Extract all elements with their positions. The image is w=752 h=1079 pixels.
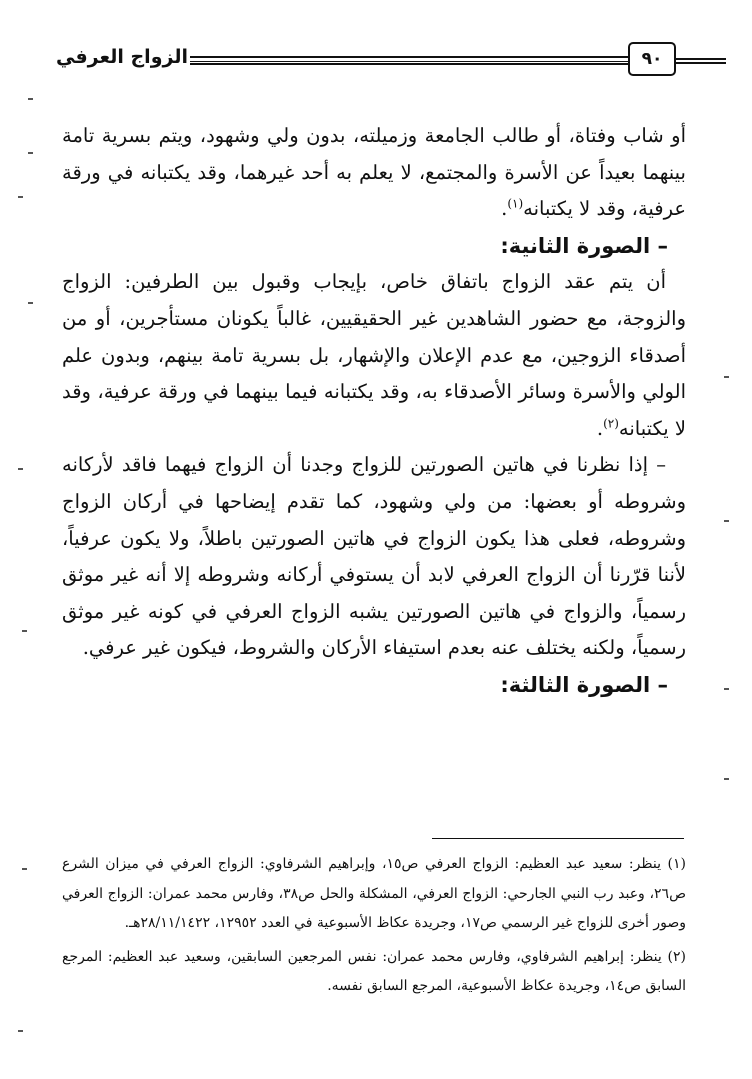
- footnote-1: (١) ينظر: سعيد عبد العظيم: الزواج العرفي ص١٥، وإبراهيم الشرفاوي: الزواج العرفي في ميزان الشرع ص٢٦، وعبد رب النبي الجارحي: الزواج العرفي، المشكلة والحل ص٣٨، وفارس محمد عمران: الزواج العرفي وصور أخرى للزواج غير الرسمي ص١٧، وجريدة عكاظ الأسبوعية في العدد ١٢٩٥٢، ٢٨/١١/١٤٢٢هـ.: [62, 856, 686, 931]
- margin-mark: [724, 520, 729, 522]
- footnotes: [62, 850, 686, 1006]
- margin-mark: [28, 152, 33, 154]
- footnote-ref-2[interactable]: (٢): [603, 416, 619, 431]
- running-title: الزواج العرفي: [56, 46, 188, 68]
- main-text: [62, 118, 686, 704]
- header-rule: [190, 56, 630, 65]
- margin-mark: [22, 630, 27, 632]
- paragraph-3: – إذا نظرنا في هاتين الصورتين للزواج وجدنا أن الزواج فيهما فاقد لأركانه وشروطه أو بعضها: من ولي وشهود، كما تقدم إيضاحها في أركان الزواج وشروطه، فعلى هذا يكون الزواج في هاتين الصورتين باطلاً، ولا يكون عرفياً، لأننا قرّرنا أن الزواج العرفي لابد أن يستوفي أركانه وشروطه إلا أنه غير موثق رسمياً، والزواج في هاتين الصورتين يشبه الزواج العرفي في كونه غير موثق رسمياً، ولكنه يختلف عنه بعدم استيفاء الأركان والشروط، فيكون غير عرفي.: [62, 453, 686, 660]
- paragraph-1-text: أو شاب وفتاة، أو طالب الجامعة وزميلته، بدون ولي وشهود، ويتم بسرية تامة بينهما بعيداً عن الأسرة والمجتمع، لا يعلم به أحد غيرهما، وقد يكتبانه في ورقة عرفية، وقد لا يكتبانه: [62, 124, 686, 221]
- margin-mark: [18, 468, 23, 470]
- footnote-ref-1[interactable]: (١): [507, 196, 524, 211]
- margin-mark: [18, 1030, 23, 1032]
- paragraph-1-end: .: [501, 197, 508, 221]
- page-header: [40, 42, 690, 82]
- section-heading-2: – الصورة الثانية:: [500, 233, 668, 258]
- paragraph-1: [62, 118, 686, 228]
- margin-mark: [724, 376, 729, 378]
- paragraph-2-end: .: [596, 416, 604, 440]
- paragraph-2: [62, 264, 686, 447]
- margin-mark: [18, 196, 23, 198]
- section-heading-3: – الصورة الثالثة:: [500, 672, 668, 697]
- header-rule-tail: [676, 58, 726, 64]
- paragraph-2-text: أن يتم عقد الزواج باتفاق خاص، بإيجاب وقبول بين الطرفين: الزواج والزوجة، مع حضور الشاهدين غير الحقيقيين، غالباً يكونان مستأجرين، أو من أصدقاء الزوجين، مع عدم الإعلان والإشهار، بل بسرية تامة بينهم، وبدون علم الولي والأسرة وسائر الأصدقاء به، وقد يكتبانه فيما بينهما في ورقة عرفية، وقد لا يكتبانه: [62, 270, 686, 440]
- margin-mark: [28, 302, 33, 304]
- margin-mark: [22, 868, 27, 870]
- footnote-separator: [432, 838, 684, 839]
- margin-mark: [28, 98, 33, 100]
- footnote-2: (٢) ينظر: إبراهيم الشرفاوي، وفارس محمد عمران: نفس المرجعين السابقين، وسعيد عبد العظيم: المرجع السابق ص١٤، وجريدة عكاظ الأسبوعية، المرجع السابق نفسه.: [62, 948, 686, 994]
- margin-mark: [724, 778, 729, 780]
- page-number: ٩٠: [628, 42, 676, 76]
- margin-mark: [724, 688, 729, 690]
